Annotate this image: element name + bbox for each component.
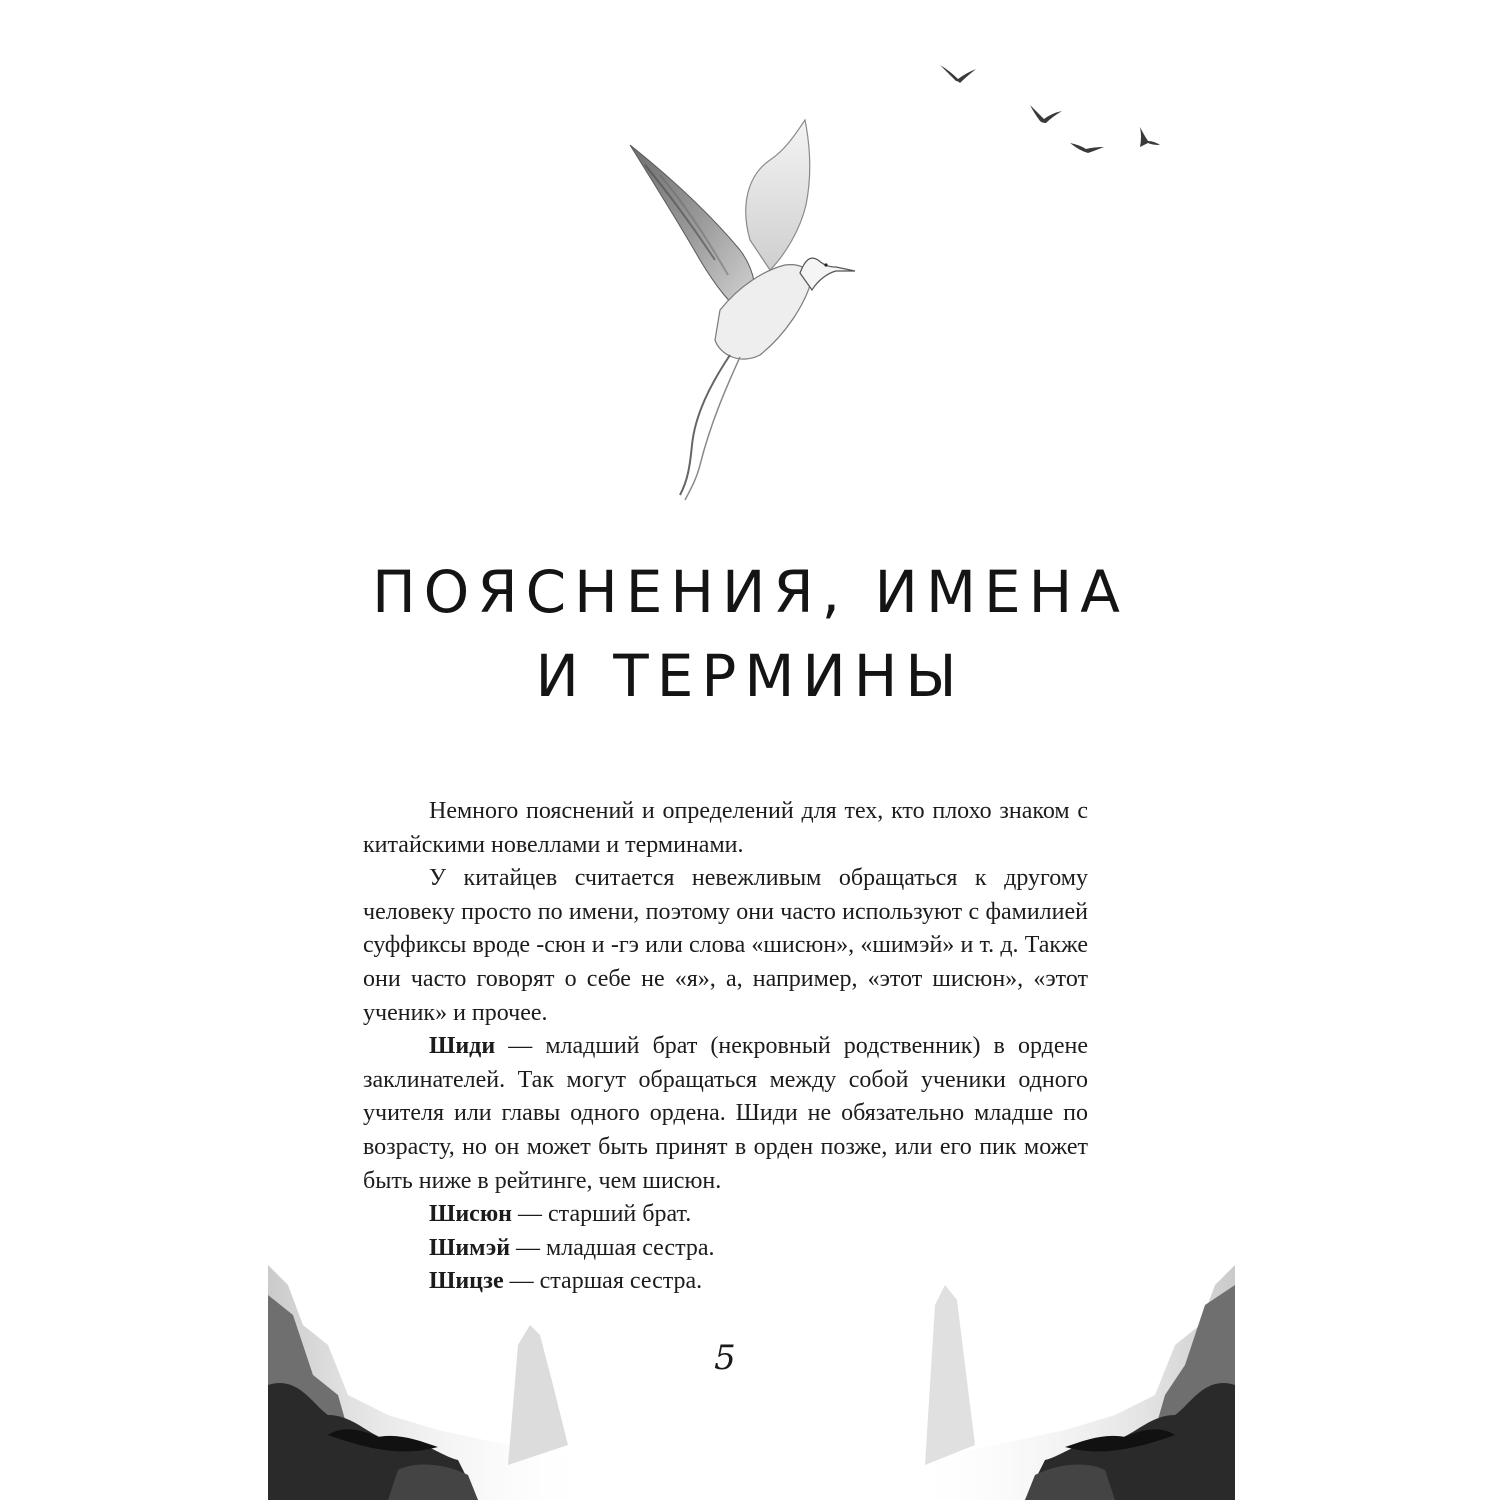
page-number: 5 xyxy=(714,1338,736,1378)
term-name: Шимэй xyxy=(429,1234,511,1261)
term-name: Шиди xyxy=(429,1033,496,1060)
term-definition: — старший брат. xyxy=(512,1201,692,1228)
intro-paragraph: Немного пояснений и определений для тех, кто плохо знаком с китайскими новеллами и терминами. xyxy=(363,798,1088,858)
term-definition: — старшая сестра. xyxy=(503,1268,703,1295)
flying-birds xyxy=(940,65,1160,153)
chapter-title-line-2: И ТЕРМИНЫ xyxy=(535,642,965,710)
chapter-title xyxy=(300,550,1200,718)
term-entry-shimei xyxy=(363,1232,1088,1266)
custom-paragraph: У китайцев считается невежливым обращаться к другому человеку просто по имени, поэтому они часто используют с фамилией суффиксы вроде -сюн и -гэ или слова «шисюн», «шимэй» и т. д. Также они часто говорят о себе не «я», а, например, «этот шисюн», «этот ученик» и прочее. xyxy=(363,865,1088,1026)
landscape-right-illustration xyxy=(905,1265,1235,1500)
crane xyxy=(630,120,855,500)
crane-illustration xyxy=(600,55,1180,505)
term-entry-shidi xyxy=(363,1030,1088,1198)
landscape-left-illustration xyxy=(268,1265,598,1500)
term-definition: — младший брат (некровный родственник) в ордене заклинателей. Так могут обращаться между собой ученики одного учителя или главы одного ордена. Шиди не обязательно младше по возрасту, но он может быть принят в орден позже, или его пик может быть ниже в рейтинге, чем шисюн. xyxy=(363,1033,1088,1194)
chapter-title-line-1: ПОЯСНЕНИЯ, ИМЕНА xyxy=(372,558,1128,626)
term-name: Шисюн xyxy=(429,1201,513,1228)
term-entry-shisyun xyxy=(363,1198,1088,1232)
term-definition: — младшая сестра. xyxy=(510,1234,715,1261)
term-name: Шицзе xyxy=(429,1268,504,1295)
body-text xyxy=(363,795,1088,1299)
